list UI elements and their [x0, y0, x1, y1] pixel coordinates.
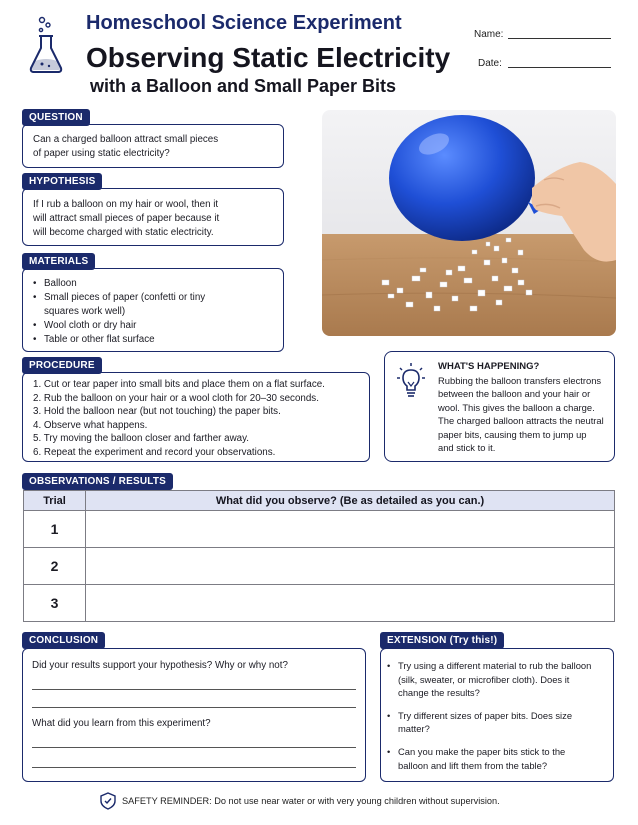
- observations-table: [23, 490, 615, 622]
- answer-line[interactable]: [32, 767, 356, 768]
- name-label: Name:: [474, 29, 504, 40]
- procedure-step: 5. Try moving the balloon closer and farther away.: [33, 433, 250, 445]
- whats-happening-box: [384, 351, 615, 462]
- shield-icon: [100, 792, 116, 810]
- whats-happening-line: The charged balloon attracts the neutral: [438, 415, 604, 427]
- table-header-row: [24, 491, 615, 511]
- name-field[interactable]: [508, 38, 611, 39]
- page-subtitle: with a Balloon and Small Paper Bits: [90, 76, 397, 96]
- question-tag: QUESTION: [22, 109, 90, 126]
- procedure-step: 2. Rub the balloon on your hair or a wool cloth for 20–30 seconds.: [33, 392, 319, 404]
- whats-happening-line: Rubbing the balloon transfers electrons: [438, 375, 602, 386]
- observation-cell[interactable]: [86, 585, 615, 622]
- trial-number: 1: [24, 511, 86, 548]
- materials-item: • Wool cloth or dry hair: [33, 319, 205, 333]
- table-row: [24, 511, 615, 548]
- question-line: of paper using static electricity?: [33, 148, 170, 159]
- page-title: Observing Static Electricity: [86, 42, 451, 73]
- materials-item: • Small pieces of paper (confetti or tiny: [33, 291, 205, 305]
- extension-item: • Can you make the paper bits stick to the balloon and lift them from the table?: [387, 745, 609, 772]
- hypothesis-tag: HYPOTHESIS: [22, 173, 102, 190]
- date-label: Date:: [478, 58, 502, 69]
- question-box: [22, 124, 284, 168]
- whats-happening-line: paper bits, causing them to jump up: [438, 428, 587, 440]
- materials-item: • Balloon: [33, 277, 205, 291]
- extension-box: [380, 648, 614, 782]
- whats-happening-heading: WHAT'S HAPPENING?: [438, 361, 540, 372]
- observe-column-header: What did you observe? (Be as detailed as you can.): [86, 491, 615, 511]
- extension-tag: EXTENSION (Try this!): [380, 632, 504, 649]
- trial-number: 3: [24, 585, 86, 622]
- conclusion-tag: CONCLUSION: [22, 632, 105, 649]
- flask-icon: [26, 16, 66, 74]
- procedure-step: 6. Repeat the experiment and record your observations.: [33, 446, 276, 458]
- table-row: [24, 585, 615, 622]
- procedure-step: 1. Cut or tear paper into small bits and place them on a flat surface.: [33, 379, 325, 390]
- conclusion-question-2: What did you learn from this experiment?: [32, 718, 211, 729]
- whats-happening-line: wool. This gives the balloon a charge.: [438, 401, 595, 413]
- trial-column-header: Trial: [24, 491, 86, 511]
- observation-cell[interactable]: [86, 548, 615, 585]
- series-title: Homeschool Science Experiment: [86, 12, 402, 34]
- hypothesis-box: [22, 188, 284, 246]
- observations-tag: OBSERVATIONS / RESULTS: [22, 473, 173, 490]
- materials-item-continued: squares work well): [44, 306, 126, 317]
- conclusion-question-1: Did your results support your hypothesis? Why or why not?: [32, 660, 288, 671]
- whats-happening-line: between the balloon and your hair or: [438, 388, 591, 400]
- materials-tag: MATERIALS: [22, 253, 95, 270]
- trial-number: 2: [24, 548, 86, 585]
- safety-reminder: SAFETY REMINDER: Do not use near water or with very young children without supervision.: [122, 796, 500, 806]
- answer-line[interactable]: [32, 707, 356, 708]
- whats-happening-line: and stick to it.: [438, 442, 496, 454]
- table-row: [24, 548, 615, 585]
- answer-line[interactable]: [32, 747, 356, 748]
- question-line: Can a charged balloon attract small pieces: [33, 134, 219, 145]
- materials-box: [22, 268, 284, 352]
- hypothesis-line: will become charged with static electricity.: [33, 227, 214, 238]
- hypothesis-line: If I rub a balloon on my hair or wool, then it: [33, 199, 219, 210]
- balloon-photo: [322, 110, 616, 336]
- observation-cell[interactable]: [86, 511, 615, 548]
- materials-item: • Table or other flat surface: [33, 333, 205, 347]
- conclusion-box: [22, 648, 366, 782]
- procedure-step: 3. Hold the balloon near (but not touching) the paper bits.: [33, 406, 281, 418]
- procedure-box: [22, 372, 370, 462]
- extension-item: • Try different sizes of paper bits. Does size matter?: [387, 709, 609, 736]
- procedure-step: 4. Observe what happens.: [33, 419, 148, 431]
- answer-line[interactable]: [32, 689, 356, 690]
- hypothesis-line: will attract small pieces of paper because it: [33, 213, 220, 224]
- date-field[interactable]: [508, 67, 611, 68]
- lightbulb-icon: [397, 362, 425, 400]
- extension-item: • Try using a different material to rub the balloon (silk, sweater, or microfiber cloth). Does it change the results?: [387, 659, 609, 700]
- procedure-tag: PROCEDURE: [22, 357, 102, 374]
